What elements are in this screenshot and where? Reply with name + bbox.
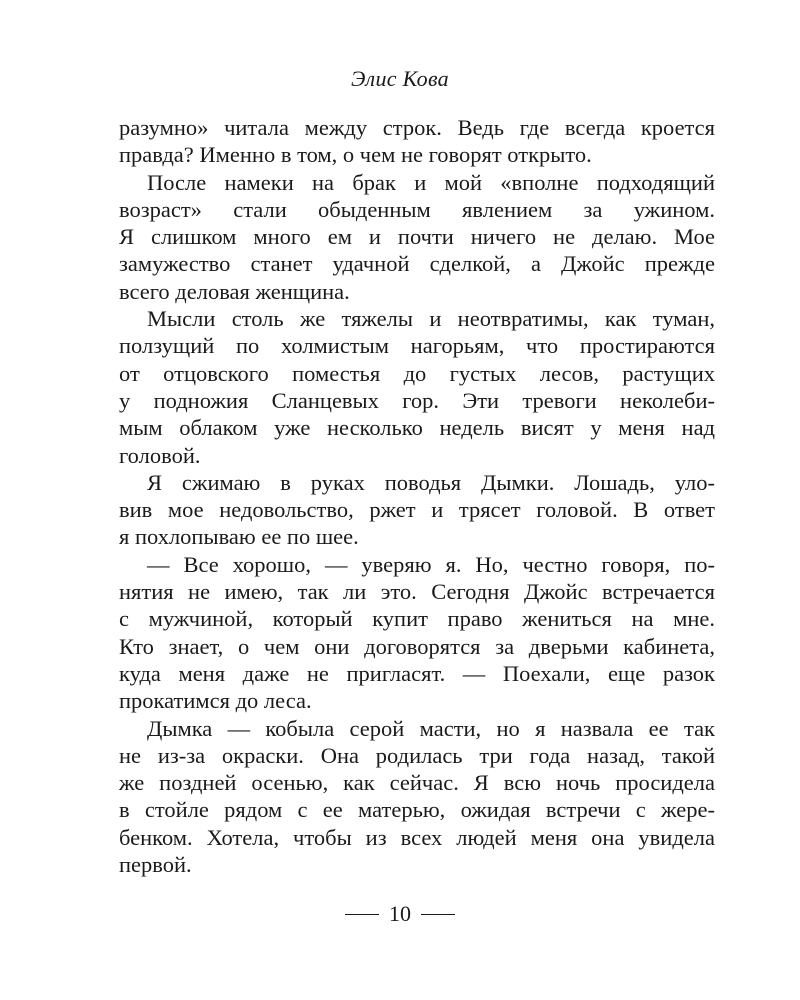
text-line: После намеки на брак и мой «вполне подходящий [147,169,715,195]
text-line: прокатимся до леса. [119,688,312,714]
folio-dash-right [421,914,455,915]
text-line: — Все хорошо, — уверяю я. Но, честно говоря, по- [147,551,715,577]
text-line: с мужчиной, который купит право жениться на мне. [119,606,715,632]
body-text [119,114,715,878]
running-head: Элис Кова [351,66,449,91]
text-line: же поздней осенью, как сейчас. Я всю ночь просидела [119,770,715,796]
text-line: мым облаком уже несколько недель висят у меня над [119,415,715,441]
text-line: головой. [119,442,201,468]
text-line: Я слишком много ем и почти ничего не делаю. Мое [119,224,715,250]
text-line: бенком. Хотела, чтобы из всех людей меня она увидела [119,824,715,850]
page-number: 10 [389,901,411,926]
text-line: Кто знает, о чем они договорятся за дверьми кабинета, [119,633,715,659]
text-line: всего деловая женщина. [119,278,350,304]
paragraph [119,305,715,469]
text-line: возраст» стали обыденным явлением за ужином. [119,196,715,222]
text-line: ползущий по холмистым нагорьям, что простираются [119,333,715,359]
text-line: Мысли столь же тяжелы и неотвратимы, как туман, [147,306,715,332]
text-line: куда меня даже не пригласят. — Поехали, еще разок [119,660,715,686]
text-line: у подножия Сланцевых гор. Эти тревоги неколеби- [119,387,715,413]
text-line: вив мое недовольство, ржет и трясет головой. В ответ [119,497,715,523]
text-line: замужество станет удачной сделкой, а Джойс прежде [119,251,715,277]
paragraph [119,551,715,715]
text-line: Дымка — кобыла серой масти, но я назвала ее так [147,715,715,741]
text-line: нятия не имею, так ли это. Сегодня Джойс встречается [119,579,715,605]
text-line: в стойле рядом с ее матерью, ожидая встречи с жере- [119,797,715,823]
paragraph [119,469,715,551]
folio-dash-left [345,914,379,915]
paragraph [119,169,715,305]
text-line: я похлопываю ее по шее. [119,524,359,550]
paragraph [119,114,715,169]
text-line: правда? Именно в том, о чем не говорят открыто. [119,142,592,168]
paragraph [119,715,715,879]
text-line: от отцовского поместья до густых лесов, растущих [119,360,715,386]
text-line: Я сжимаю в руках поводья Дымки. Лошадь, уло- [147,469,715,495]
page-folio [0,901,800,927]
text-line: разумно» читала между строк. Ведь где всегда кроется [119,115,715,140]
text-line: первой. [119,852,192,878]
text-line: не из-за окраски. Она родилась три года назад, такой [119,742,715,768]
